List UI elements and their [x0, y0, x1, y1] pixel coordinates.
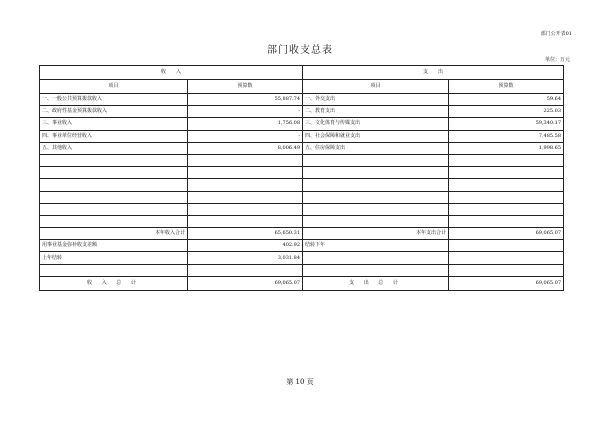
income-item [40, 203, 188, 215]
expense-item [303, 167, 449, 179]
income-section-header: 收 入 [40, 66, 303, 80]
expense-item [303, 215, 449, 227]
expense-year-total-value: 69,065.07 [449, 228, 564, 240]
income-item: 四、事业单位经营收入 [40, 130, 188, 142]
expense-year-total-label: 本年支出合计 [303, 228, 449, 240]
expense-item: 二、教育支出 [303, 106, 449, 118]
table-row [40, 106, 564, 118]
expense-value: 1,998.65 [449, 142, 564, 154]
income-item: 三、事业收入 [40, 118, 188, 130]
expense-item [303, 252, 449, 264]
expense-value [449, 154, 564, 166]
adjustment-row [40, 240, 564, 252]
income-item: 上年结转 [40, 252, 188, 264]
income-grand-total-value: 69,065.07 [188, 276, 303, 290]
income-item: 一、一般公共预算拨款收入 [40, 94, 188, 106]
expense-value [449, 167, 564, 179]
table-row [40, 130, 564, 142]
income-item: 二、政府性基金预算拨款收入 [40, 106, 188, 118]
expense-budget-header: 预算数 [449, 80, 564, 94]
expense-value [449, 252, 564, 264]
income-value [188, 203, 303, 215]
income-item [40, 154, 188, 166]
expense-value: 59,340.17 [449, 118, 564, 130]
table-row [40, 191, 564, 203]
expense-item [303, 154, 449, 166]
table-row [40, 179, 564, 191]
income-value: 1,756.08 [188, 118, 303, 130]
income-value [188, 264, 303, 276]
table-code-label: 部门公开表01 [540, 31, 572, 37]
column-header-row [40, 80, 564, 94]
expense-item [303, 191, 449, 203]
income-item: 用事业基金弥补收支差额 [40, 240, 188, 252]
page-title: 部门收支总表 [267, 45, 333, 56]
expense-item: 结转下年 [303, 240, 449, 252]
expense-value [449, 264, 564, 276]
page-number: 第 10 页 [286, 378, 314, 386]
expense-grand-total-label: 支 出 总 计 [303, 276, 449, 290]
expense-value: 225.03 [449, 106, 564, 118]
income-item [40, 215, 188, 227]
year-total-row [40, 228, 564, 240]
income-item-header: 项目 [40, 80, 188, 94]
table-row [40, 94, 564, 106]
expense-section-header: 支 出 [303, 66, 564, 80]
expense-value: 7,485.58 [449, 130, 564, 142]
expense-item [303, 179, 449, 191]
income-budget-header: 预算数 [188, 80, 303, 94]
expense-grand-total-value: 69,065.07 [449, 276, 564, 290]
adjustment-row [40, 252, 564, 264]
table-row [40, 215, 564, 227]
expense-item: 一、外交支出 [303, 94, 449, 106]
income-value: - [188, 106, 303, 118]
grand-total-row [40, 276, 564, 290]
income-value: - [188, 130, 303, 142]
table-row [40, 167, 564, 179]
income-item: 五、其他收入 [40, 142, 188, 154]
income-value [188, 154, 303, 166]
income-item [40, 191, 188, 203]
expense-value [449, 179, 564, 191]
income-year-total-label: 本年收入合计 [40, 228, 188, 240]
income-value [188, 179, 303, 191]
income-value: 8,006.49 [188, 142, 303, 154]
section-header-row [40, 66, 564, 80]
expense-value [449, 203, 564, 215]
expense-item [303, 203, 449, 215]
expense-item: 四、社会保障和就业支出 [303, 130, 449, 142]
table-row [40, 142, 564, 154]
income-value: 55,887.74 [188, 94, 303, 106]
expense-value: 59.64 [449, 94, 564, 106]
table-row [40, 118, 564, 130]
expense-value [449, 191, 564, 203]
income-value: 402.92 [188, 240, 303, 252]
income-value [188, 167, 303, 179]
budget-summary-table [39, 65, 564, 291]
income-grand-total-label: 收 入 总 计 [40, 276, 188, 290]
expense-item-header: 项目 [303, 80, 449, 94]
income-item [40, 179, 188, 191]
table-row [40, 203, 564, 215]
income-year-total-value: 65,650.31 [188, 228, 303, 240]
income-item [40, 264, 188, 276]
expense-item: 三、文化体育与传媒支出 [303, 118, 449, 130]
expense-value [449, 240, 564, 252]
income-value [188, 215, 303, 227]
expense-value [449, 215, 564, 227]
expense-item: 五、住房保障支出 [303, 142, 449, 154]
table-row [40, 154, 564, 166]
income-value: 3,031.84 [188, 252, 303, 264]
adjustment-row [40, 264, 564, 276]
income-value [188, 191, 303, 203]
income-item [40, 167, 188, 179]
expense-item [303, 264, 449, 276]
unit-label: 单位：万元 [544, 57, 570, 63]
